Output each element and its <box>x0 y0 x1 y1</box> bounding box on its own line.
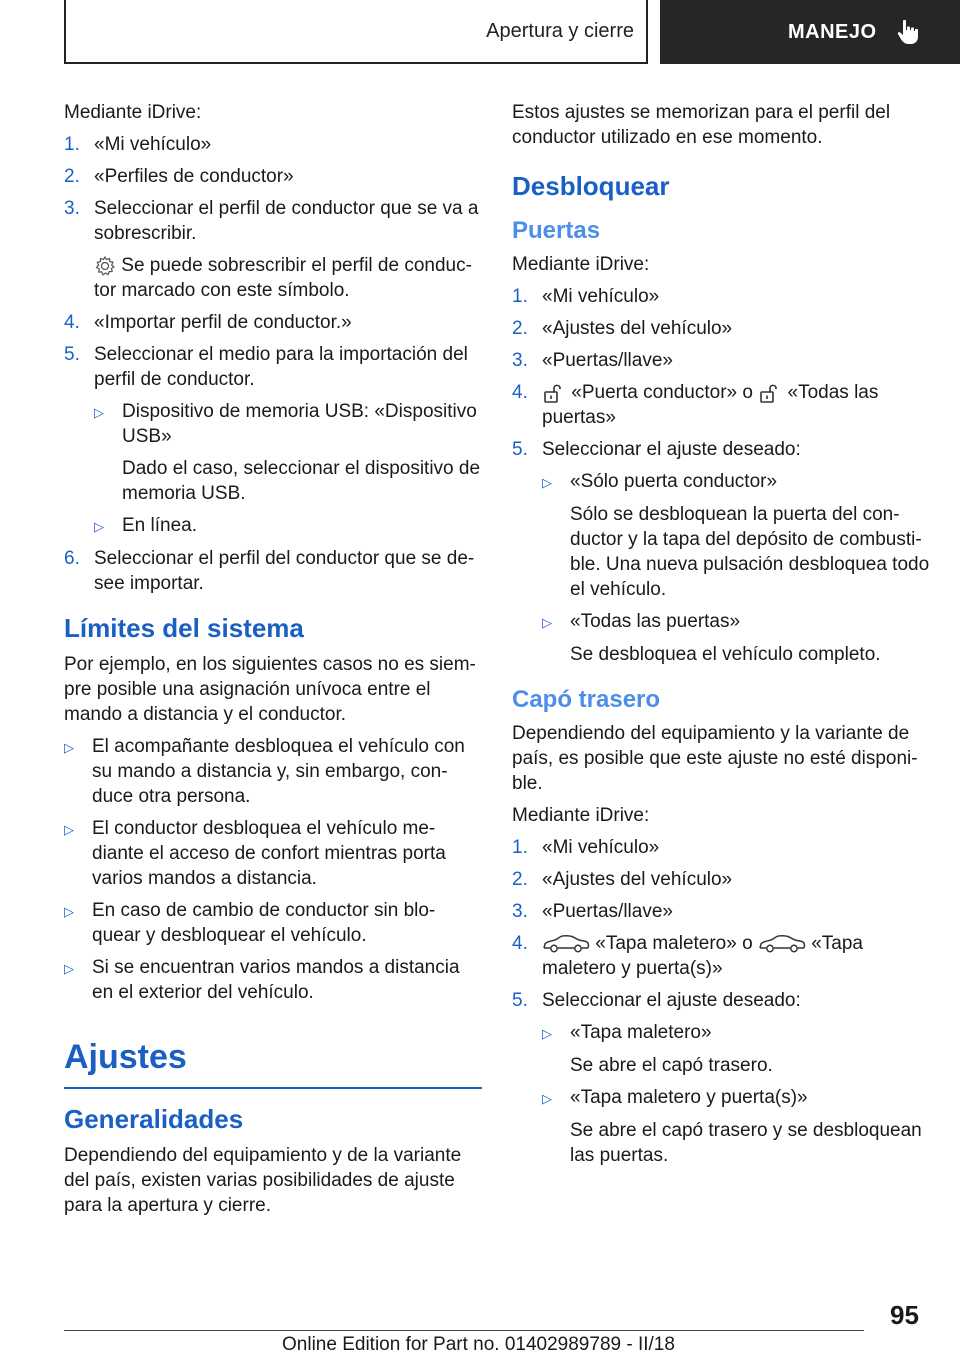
bullet-triangle-icon: ▷ <box>542 475 552 490</box>
bullet-triangle-icon: ▷ <box>64 904 74 919</box>
step-text: «Mi vehículo» <box>542 837 660 858</box>
option-detail: Sólo se desbloquean la puerta del con-ductor y la tapa del depósito de combusti-ble. Una nueva pulsación desbloquea todo el vehículo. <box>570 504 930 600</box>
bullet-triangle-icon: ▷ <box>542 1026 552 1041</box>
option-item <box>542 609 930 635</box>
list-item <box>64 816 482 891</box>
step-text: Seleccionar el ajuste deseado: <box>542 990 801 1011</box>
bullet-triangle-icon: ▷ <box>94 519 104 534</box>
option-item <box>542 1020 930 1046</box>
option-label: «Sólo puerta conductor» <box>570 471 778 492</box>
limits-item-text: Si se encuentran varios mandos a distancia en el exterior del vehículo. <box>92 957 460 1003</box>
idrive-intro: Mediante iDrive: <box>512 805 650 826</box>
header-chapter-tab <box>660 0 960 64</box>
step-number: 1. <box>512 286 528 307</box>
option-detail: Se desbloquea el vehículo completo. <box>570 644 881 665</box>
step-number: 2. <box>512 869 528 890</box>
step-text: «Ajustes del vehículo» <box>542 869 733 890</box>
header-chapter-title: MANEJO <box>788 20 877 43</box>
list-item <box>64 546 482 596</box>
step-text: Seleccionar el ajuste deseado: <box>542 439 801 460</box>
step-text: «Importar perfil de conductor.» <box>94 312 352 333</box>
hand-pointer-icon <box>897 19 919 45</box>
step-number: 5. <box>512 439 528 460</box>
step-note-text: Se puede sobrescribir el perfil de conduc-tor marcado con este símbolo. <box>94 255 472 301</box>
step-text: Seleccionar el perfil del conductor que se de-see importar. <box>94 548 475 594</box>
list-item <box>64 898 482 948</box>
step-number: 1. <box>512 837 528 858</box>
bullet-triangle-icon: ▷ <box>64 822 74 837</box>
step-number: 3. <box>512 901 528 922</box>
option-item <box>94 513 482 539</box>
list-item <box>64 342 482 392</box>
option-detail: Se abre el capó trasero. <box>570 1055 773 1076</box>
step-text-a: «Puerta conductor» o <box>571 382 753 403</box>
step-number: 4. <box>512 382 528 403</box>
page-number: 95 <box>890 1300 919 1330</box>
bullet-triangle-icon: ▷ <box>64 961 74 976</box>
unlock-heading: Desbloquear <box>512 171 670 201</box>
bullet-triangle-icon: ▷ <box>542 1091 552 1106</box>
step-number: 6. <box>64 548 80 569</box>
step-number: 5. <box>64 344 80 365</box>
right-column <box>512 100 930 1175</box>
step-text: «Perfiles de conductor» <box>94 166 294 187</box>
step-number: 5. <box>512 990 528 1011</box>
list-item <box>64 310 482 335</box>
step-number: 3. <box>512 350 528 371</box>
bullet-triangle-icon: ▷ <box>64 740 74 755</box>
unlock-icon <box>758 382 782 404</box>
idrive-intro: Mediante iDrive: <box>64 102 202 123</box>
list-item <box>512 988 930 1013</box>
limits-item-text: En caso de cambio de conductor sin blo-quear y desbloquear el vehículo. <box>92 900 436 946</box>
general-text: Dependiendo del equipamiento y de la variante del país, existen varias posibilidades de ajuste para la apertura y cierre. <box>64 1145 462 1216</box>
option-item <box>542 469 930 495</box>
list-item <box>512 380 930 430</box>
step-text-a: «Tapa maletero» o <box>595 933 753 954</box>
limits-item-text: El acompañante desbloquea el vehículo con su mando a distancia y, sin embargo, con-duce otra persona. <box>92 736 465 807</box>
car-trunk-icon <box>758 934 806 954</box>
step-text <box>542 380 930 430</box>
header-section-tab <box>64 0 648 64</box>
list-item <box>512 931 930 981</box>
option-label: «Todas las puertas» <box>570 611 741 632</box>
step-number: 4. <box>64 312 80 333</box>
idrive-intro: Mediante iDrive: <box>512 254 650 275</box>
step-text-b: «Tapa maletero y puerta(s)» <box>542 933 864 979</box>
list-item <box>512 348 930 373</box>
step-number: 3. <box>64 198 80 219</box>
list-item <box>64 196 482 246</box>
step-text: Seleccionar el perfil de conductor que se va a sobrescribir. <box>94 198 479 244</box>
option-detail: Dado el caso, seleccionar el dispositivo de memoria USB. <box>122 458 481 504</box>
step-text <box>542 931 930 981</box>
list-item <box>64 955 482 1005</box>
list-item <box>64 164 482 189</box>
list-item <box>512 437 930 462</box>
trunk-text: Dependiendo del equipamiento y la variante de país, es posible que este ajuste no esté disponi-ble. <box>512 723 918 794</box>
option-label: Dispositivo de memoria USB: «Dispositivo USB» <box>122 401 477 447</box>
memorize-text: Estos ajustes se memorizan para el perfil del conductor utilizado en ese momento. <box>512 102 891 148</box>
list-item <box>512 316 930 341</box>
list-item <box>512 899 930 924</box>
footer-edition: Online Edition for Part no. 01402989789 - II/18 <box>282 1334 675 1355</box>
step-text: «Puertas/llave» <box>542 901 673 922</box>
unlock-icon <box>542 382 566 404</box>
left-column <box>64 100 482 1225</box>
step-text: Seleccionar el medio para la importación del perfil de conductor. <box>94 344 468 390</box>
limits-item-text: El conductor desbloquea el vehículo me-diante el acceso de confort mientras porta varios mandos a distancia. <box>92 818 446 889</box>
step-text: «Ajustes del vehículo» <box>542 318 733 339</box>
footer-divider <box>64 1330 864 1331</box>
car-trunk-icon <box>542 934 590 954</box>
step-note <box>94 253 482 303</box>
bullet-triangle-icon: ▷ <box>94 405 104 420</box>
doors-heading: Puertas <box>512 217 601 244</box>
list-item <box>512 284 930 309</box>
step-number: 1. <box>64 134 80 155</box>
list-item <box>64 734 482 809</box>
option-item <box>542 1085 930 1111</box>
step-text: «Mi vehículo» <box>542 286 660 307</box>
limits-heading: Límites del sistema <box>64 613 304 643</box>
option-label: «Tapa maletero y puerta(s)» <box>570 1087 808 1108</box>
list-item <box>512 867 930 892</box>
list-item <box>64 132 482 157</box>
option-label: «Tapa maletero» <box>570 1022 712 1043</box>
step-number: 4. <box>512 933 528 954</box>
bullet-triangle-icon: ▷ <box>542 615 552 630</box>
list-item <box>512 835 930 860</box>
gear-icon <box>94 255 116 277</box>
option-label: En línea. <box>122 515 197 536</box>
settings-heading: Ajustes <box>64 1035 482 1089</box>
trunk-heading: Capó trasero <box>512 686 661 713</box>
option-detail: Se abre el capó trasero y se desbloquean las puertas. <box>570 1120 922 1166</box>
step-text: «Puertas/llave» <box>542 350 673 371</box>
option-item <box>94 399 482 449</box>
step-text-b: «Todas las puertas» <box>542 382 879 428</box>
step-number: 2. <box>512 318 528 339</box>
general-heading: Generalidades <box>64 1104 244 1134</box>
limits-text: Por ejemplo, en los siguientes casos no es siem-pre posible una asignación unívoca entre el mando a distancia y el conductor. <box>64 654 476 725</box>
header-section-title: Apertura y cierre <box>486 19 634 42</box>
step-text: «Mi vehículo» <box>94 134 212 155</box>
step-number: 2. <box>64 166 80 187</box>
